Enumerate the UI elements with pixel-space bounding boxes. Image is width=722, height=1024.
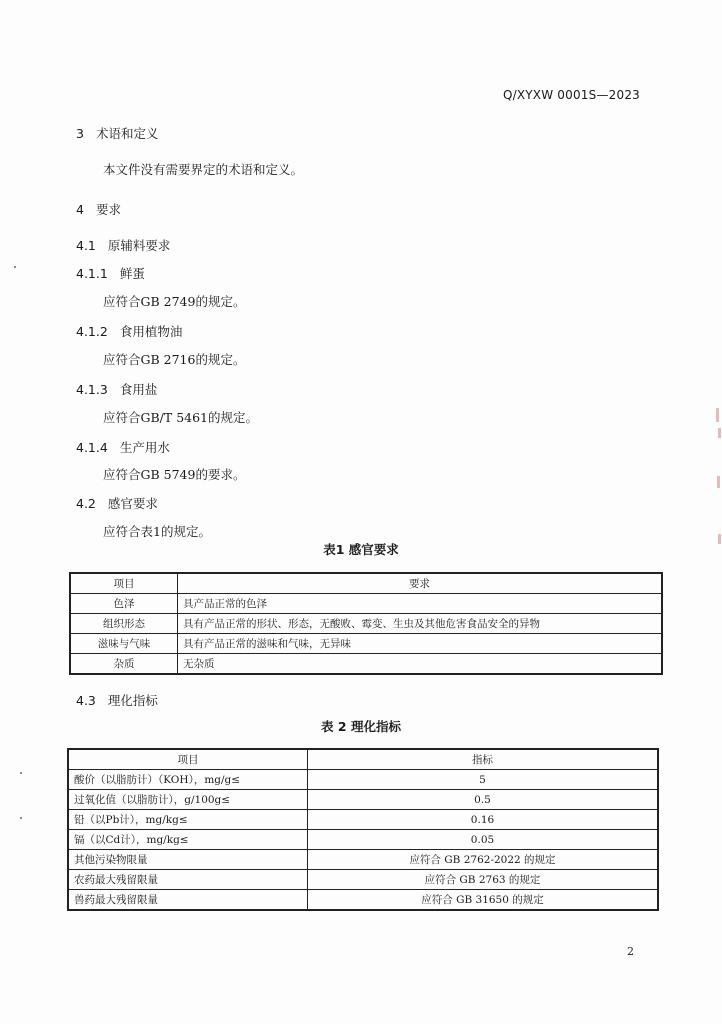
table-row [70,594,662,614]
table-cell: 0.16 [308,810,659,830]
section-4-1-1-heading [76,264,145,282]
table-cell: 无杂质 [178,654,663,675]
stamp-bleed-mark [718,534,721,544]
table-cell: 具产品正常的色泽 [178,594,663,614]
section-title: 食用盐 [119,382,158,397]
section-title: 原辅料要求 [107,238,171,253]
scan-speck [20,817,22,819]
section-number: 4 [76,202,84,217]
table-cell: 杂质 [70,654,178,675]
section-title: 食用植物油 [119,324,183,339]
stamp-bleed-mark [718,428,721,438]
table-row [68,830,658,850]
table-cell: 0.5 [308,790,659,810]
table-cell: 应符合 GB 2762-2022 的规定 [308,850,659,870]
table-header-row [68,749,658,770]
table-1-caption: 表1 感官要求 [323,542,399,557]
section-3-heading [76,124,158,142]
section-4-1-1-body: 应符合GB 2749的规定。 [103,294,246,309]
section-4-1-4-heading [76,438,170,456]
stamp-bleed-mark [717,476,720,488]
table-cell: 滋味与气味 [70,634,178,654]
table-2-caption: 表 2 理化指标 [321,719,401,734]
table-row [68,870,658,890]
table-2-physicochemical [67,748,659,911]
table-cell: 兽药最大残留限量 [68,890,308,911]
table-cell: 农药最大残留限量 [68,870,308,890]
table-cell: 具有产品正常的形状、形态，无酸败、霉变、生虫及其他危害食品安全的异物 [178,614,663,634]
table-header-cell: 项目 [68,749,308,770]
section-number: 4.1.4 [76,440,108,455]
table-row [70,614,662,634]
table-cell: 具有产品正常的滋味和气味，无异味 [178,634,663,654]
table-cell: 镉（以Cd计），mg/kg≤ [68,830,308,850]
section-number: 4.1.3 [76,382,108,397]
table-row [68,810,658,830]
table-cell: 组织形态 [70,614,178,634]
section-4-1-4-body: 应符合GB 5749的要求。 [103,467,246,482]
section-4-1-2-heading [76,322,182,340]
section-4-1-heading [76,236,170,254]
section-title: 理化指标 [107,693,158,708]
table-cell: 铅（以Pb计），mg/kg≤ [68,810,308,830]
section-title: 感官要求 [107,496,158,511]
table-row [68,850,658,870]
table-cell: 过氧化值（以脂肪计），g/100g≤ [68,790,308,810]
table-cell: 0.05 [308,830,659,850]
table-header-cell: 要求 [178,573,663,594]
table-header-row [70,573,662,594]
table-cell: 应符合 GB 2763 的规定 [308,870,659,890]
section-title: 生产用水 [119,440,170,455]
section-4-2-heading [76,494,158,512]
section-4-1-3-body: 应符合GB/T 5461的规定。 [103,410,259,425]
section-number: 4.1.2 [76,324,108,339]
scan-speck [14,266,16,268]
section-3-body: 本文件没有需要界定的术语和定义。 [103,162,304,177]
scan-speck [20,772,22,774]
page-number: 2 [627,945,634,958]
section-4-2-body: 应符合表1的规定。 [103,524,211,539]
table-header-cell: 指标 [308,749,659,770]
table-cell: 酸价（以脂肪计）（KOH），mg/g≤ [68,770,308,790]
table-cell: 5 [308,770,659,790]
section-4-3-heading [76,691,158,709]
table-row [68,770,658,790]
stamp-bleed-mark [716,408,719,422]
table-cell: 应符合 GB 31650 的规定 [308,890,659,911]
section-4-1-2-body: 应符合GB 2716的规定。 [103,352,246,367]
table-cell: 色泽 [70,594,178,614]
table-row [70,654,662,675]
table-1-sensory [69,572,663,675]
document-code: Q/XYXW 0001S—2023 [502,88,640,102]
section-title: 术语和定义 [95,126,159,141]
table-row [68,790,658,810]
section-4-1-3-heading [76,380,157,398]
table-header-cell: 项目 [70,573,178,594]
section-number: 4.1 [76,238,96,253]
table-row [68,890,658,911]
section-title: 要求 [95,202,121,217]
section-number: 3 [76,126,84,141]
section-title: 鲜蛋 [119,266,145,281]
section-number: 4.3 [76,693,96,708]
section-4-heading [76,200,121,218]
section-number: 4.2 [76,496,96,511]
section-number: 4.1.1 [76,266,108,281]
table-cell: 其他污染物限量 [68,850,308,870]
table-row [70,634,662,654]
